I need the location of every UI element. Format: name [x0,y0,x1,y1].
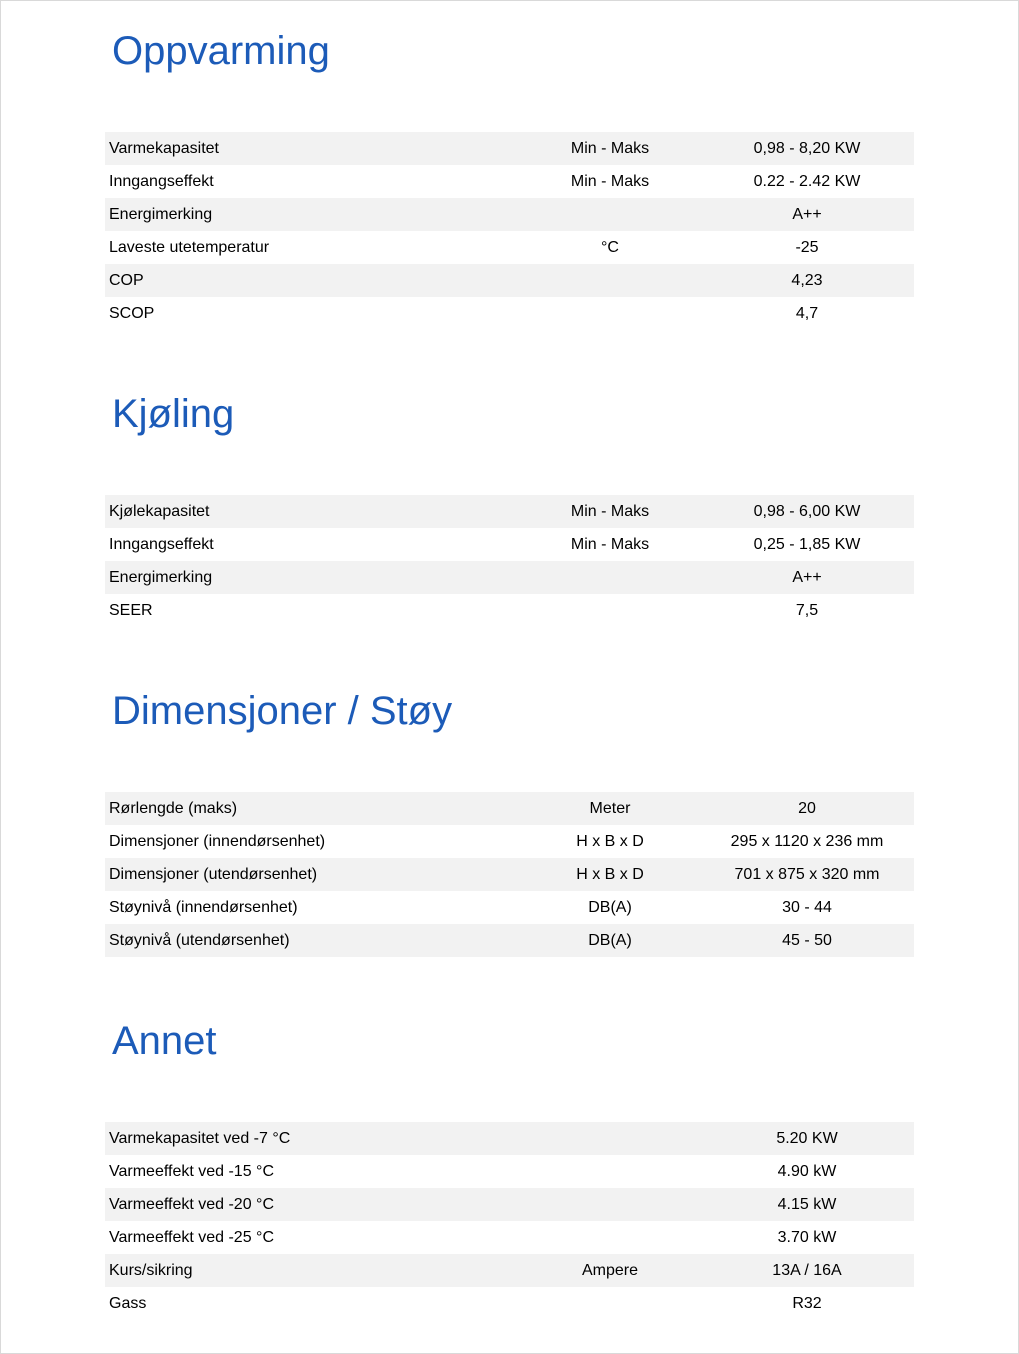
row-unit: Min - Maks [570,502,650,520]
table-row [105,264,914,297]
table-row [105,198,914,231]
row-label: Støynivå (utendørsenhet) [109,931,290,949]
section-title-annet: Annet [112,1019,217,1063]
section-title-dimensjoner-stoy: Dimensjoner / Støy [112,689,453,733]
row-value: 0,25 - 1,85 KW [753,535,861,553]
row-label: Varmekapasitet ved -7 °C [109,1129,291,1147]
section-title-kjoling: Kjøling [112,392,235,436]
row-value: 3.70 kW [777,1228,837,1246]
row-label: Kurs/sikring [109,1261,193,1279]
row-unit: Ampere [581,1261,639,1279]
row-value: 4.90 kW [777,1162,837,1180]
table-row [105,792,914,825]
row-label: Varmeeffekt ved -20 °C [109,1195,274,1213]
row-value: A++ [792,205,822,223]
row-label: Rørlengde (maks) [109,799,238,817]
row-unit: Meter [589,799,631,817]
row-unit: Min - Maks [570,139,650,157]
table-row [105,528,914,561]
row-value: 45 - 50 [782,931,832,949]
row-unit: DB(A) [588,931,632,949]
table-row [105,825,914,858]
table-row [105,165,914,198]
section-title-oppvarming: Oppvarming [112,29,330,73]
row-value: R32 [792,1294,822,1312]
spec-table-kjoling [105,495,914,627]
row-label: Energimerking [109,568,213,586]
spec-table-dimensjoner-stoy [105,792,914,957]
row-label: Energimerking [109,205,213,223]
row-value: -25 [795,238,819,256]
spec-table-oppvarming [105,132,914,330]
table-row [105,858,914,891]
row-label: Laveste utetemperatur [109,238,270,256]
row-value: 30 - 44 [782,898,832,916]
row-label: SCOP [109,304,155,322]
row-value: 4.15 kW [777,1195,837,1213]
row-label: Gass [109,1294,147,1312]
row-unit: °C [601,238,619,256]
row-unit: H x B x D [576,832,644,850]
table-row [105,1287,914,1320]
row-value: 4,7 [795,304,819,322]
row-label: Kjølekapasitet [109,502,210,520]
row-label: Varmeeffekt ved -25 °C [109,1228,274,1246]
row-label: Støynivå (innendørsenhet) [109,898,298,916]
row-value: 0,98 - 6,00 KW [753,502,861,520]
row-label: Inngangseffekt [109,535,214,553]
table-row [105,924,914,957]
table-row [105,1155,914,1188]
row-unit: Min - Maks [570,172,650,190]
row-value: A++ [792,568,822,586]
row-label: Dimensjoner (innendørsenhet) [109,832,326,850]
row-unit: Min - Maks [570,535,650,553]
row-label: Varmeeffekt ved -15 °C [109,1162,274,1180]
table-row [105,1221,914,1254]
table-row [105,1122,914,1155]
row-value: 0.22 - 2.42 KW [753,172,861,190]
row-label: SEER [109,601,153,619]
table-row [105,231,914,264]
row-value: 4,23 [791,271,823,289]
row-unit: H x B x D [576,865,644,883]
row-label: Varmekapasitet [109,139,219,157]
table-row [105,594,914,627]
row-unit: DB(A) [588,898,632,916]
row-value: 13A / 16A [772,1261,842,1279]
row-label: COP [109,271,144,289]
table-row [105,132,914,165]
row-value: 701 x 875 x 320 mm [734,865,880,883]
table-row [105,495,914,528]
table-row [105,891,914,924]
row-value: 0,98 - 8,20 KW [753,139,861,157]
row-value: 295 x 1120 x 236 mm [730,832,884,850]
row-value: 5.20 KW [776,1129,838,1147]
row-label: Inngangseffekt [109,172,214,190]
row-value: 7,5 [795,601,819,619]
spec-table-annet [105,1122,914,1320]
table-row [105,297,914,330]
row-label: Dimensjoner (utendørsenhet) [109,865,318,883]
table-row [105,1188,914,1221]
row-value: 20 [798,799,816,817]
table-row [105,1254,914,1287]
table-row [105,561,914,594]
